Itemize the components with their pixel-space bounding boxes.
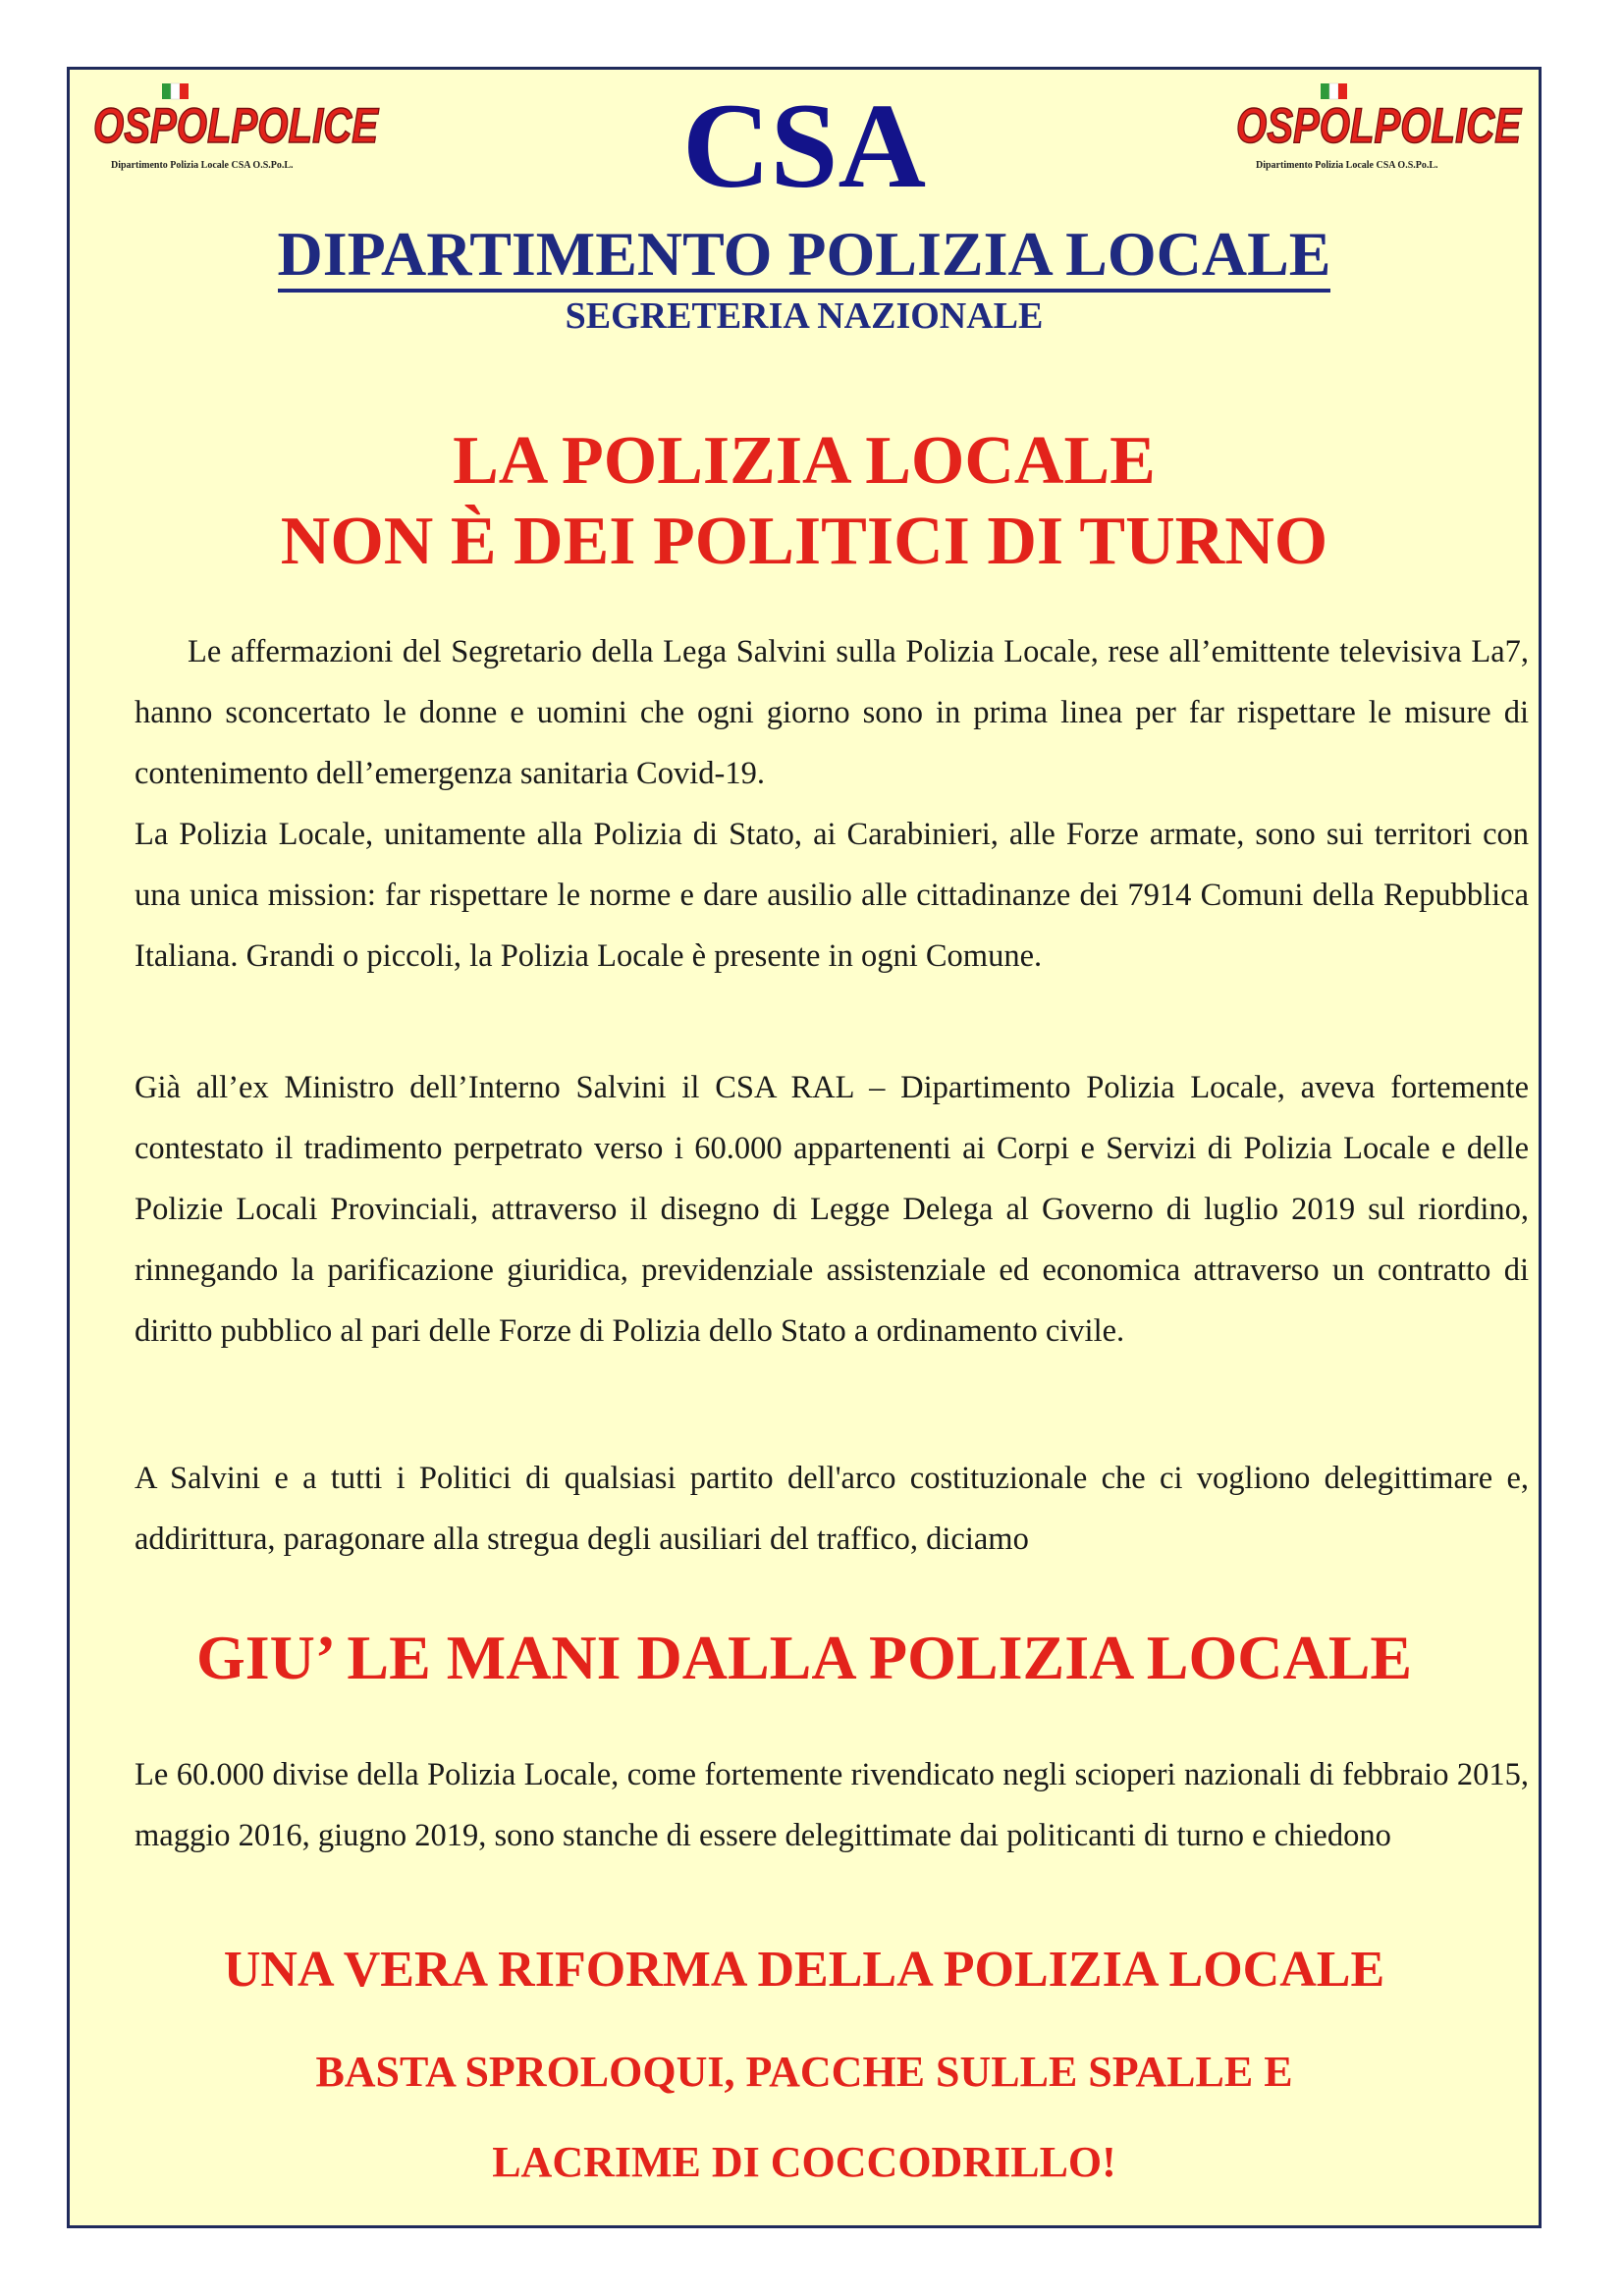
paragraph-4: Le 60.000 divise della Polizia Locale, come fortemente rivendicato negli scioperi nazionali di febbraio 2015, maggio 2016, giugno 2019, sono stanche di essere delegittimate dai politicanti di turno e chiedono: [135, 1757, 1529, 1853]
svg-text:OSPOLPOLICE: OSPOLPOLICE: [93, 98, 380, 153]
secretariat-subtitle: SEGRETERIA NAZIONALE: [565, 295, 1044, 337]
svg-text:Dipartimento Polizia Locale CS: Dipartimento Polizia Locale CSA O.S.Po.L.: [111, 160, 294, 171]
headline: [70, 421, 1539, 582]
slogan-enough-line-2: LACRIME DI COCCODRILLO!: [492, 2138, 1116, 2186]
department-title-text: DIPARTIMENTO POLIZIA LOCALE: [278, 219, 1331, 293]
paragraph-2: Già all’ex Ministro dell’Interno Salvini il CSA RAL – Dipartimento Polizia Locale, aveva fortemente contestato il tradimento perpetrato verso i 60.000 appartenenti ai Corpi e Servizi di Polizia Locale e delle Polizie Locali Provinciali, attraverso il disegno di Legge Delega al Governo di luglio 2019 sul riordino, rinnegando la parificazione giuridica, previdenziale assistenziale ed economica attraverso un contratto di diritto pubblico al pari delle Forze di Polizia dello Stato a ordinamento civile.: [135, 1070, 1529, 1349]
slogan-enough-line-1: BASTA SPROLOQUI, PACCHE SULLE SPALLE E: [315, 2048, 1293, 2096]
slogan-enough: [70, 2027, 1539, 2208]
slogan-reform: UNA VERA RIFORMA DELLA POLIZIA LOCALE: [223, 1942, 1385, 1998]
paragraph-1: Le affermazioni del Segretario della Lega Salvini sulla Polizia Locale, rese all’emittente televisiva La7, hanno sconcertato le donne e uomini che ogni giorno sono in prima linea per far rispettare le misure di contenimento dell’emergenza sanitaria Covid-19.: [135, 634, 1529, 791]
svg-text:OSPOLPOLICE: OSPOLPOLICE: [1236, 98, 1523, 153]
paragraph-1b: La Polizia Locale, unitamente alla Polizia di Stato, ai Carabinieri, alle Forze armate, sono sui territori con una unica mission: far rispettare le norme e dare ausilio alle cittadinanze dei 7914 Comuni della Repubblica Italiana. Grandi o piccoli, la Polizia Locale è presente in ogni Comune.: [135, 817, 1529, 974]
headline-line-1: LA POLIZIA LOCALE: [453, 423, 1156, 499]
paragraph-intro: [135, 621, 1529, 987]
document-page: [67, 67, 1542, 2228]
headline-line-2: NON È DEI POLITICI DI TURNO: [280, 504, 1328, 579]
svg-text:Dipartimento Polizia Locale CS: Dipartimento Polizia Locale CSA O.S.Po.L.: [1256, 160, 1438, 171]
paragraph-3: A Salvini e a tutti i Politici di qualsiasi partito dell'arco costituzionale che ci vogliono delegittimare e, addirittura, paragonare alla stregua degli ausiliari del traffico, diciamo: [135, 1461, 1529, 1557]
department-title: [70, 217, 1539, 292]
org-title: CSA: [681, 79, 927, 213]
slogan-hands-off: GIU’ LE MANI DALLA POLIZIA LOCALE: [195, 1623, 1413, 1692]
